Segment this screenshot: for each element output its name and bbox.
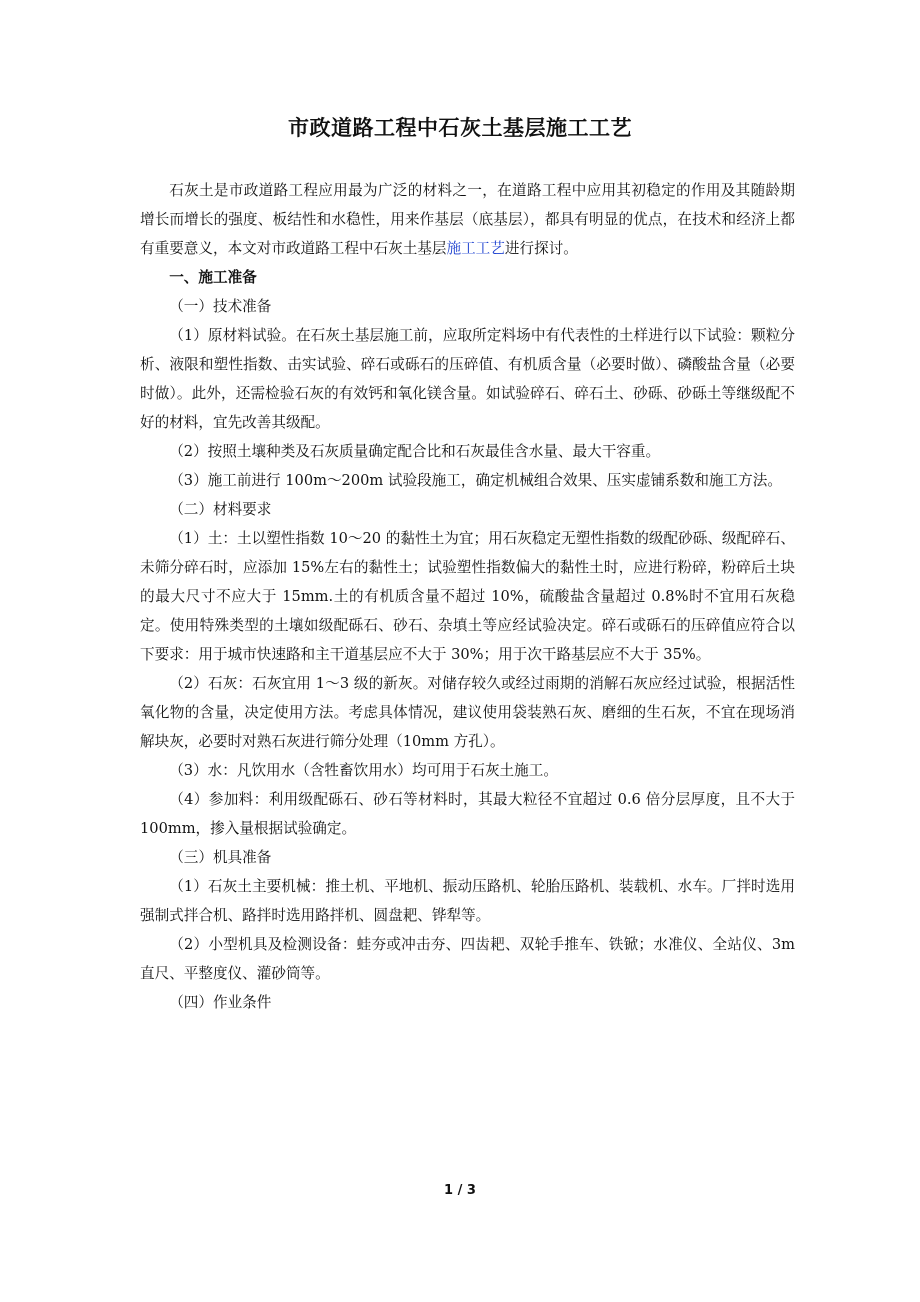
subheading-machinery: （三）机具准备	[169, 849, 272, 866]
paragraph-mat-1: （1）土：土以塑性指数 10～20 的黏性土为宜；用石灰稳定无塑性指数的级配砂砾、级配碎石、未筛分碎石时，应添加 15%左右的黏性土；试验塑性指数偏大的黏性土时，应进行粉碎，粉碎后土块的最大尺寸不应大于 15mm.土的有机质含量不超过 10%，硫酸盐含量超过 0.8%时不宜用石灰稳定。使用特殊类型的土壤如级配砾石、砂石、杂填土等应经试验决定。碎石或砾石的压碎值应符合以下要求：用于城市快速路和主干道基层应不大于 30%；用于次干路基层应不大于 35%。	[140, 530, 795, 663]
document-body	[140, 176, 795, 1017]
document-title: 市政道路工程中石灰土基层施工工艺	[288, 115, 632, 140]
subheading-materials: （二）材料要求	[169, 501, 272, 518]
page-number: 1 / 3	[444, 1183, 476, 1198]
paragraph-tech-3: （3）施工前进行 100m～200m 试验段施工，确定机械组合效果、压实虚铺系数和施工方法。	[169, 472, 782, 489]
intro-paragraph	[140, 176, 795, 263]
construction-process-link[interactable]: 施工工艺	[446, 240, 505, 257]
paragraph-mat-2: （2）石灰：石灰宜用 1～3 级的新灰。对储存较久或经过雨期的消解石灰应经过试验，根据活性氧化物的含量，决定使用方法。考虑具体情况，建议使用袋装熟石灰、磨细的生石灰，不宜在现场消解块灰，必要时对熟石灰进行筛分处理（10mm 方孔）。	[140, 675, 795, 750]
paragraph-mat-3: （3）水：凡饮用水（含牲畜饮用水）均可用于石灰土施工。	[169, 762, 558, 779]
subheading-technical: （一）技术准备	[169, 298, 272, 315]
section-heading-preparation: 一、施工准备	[169, 269, 257, 286]
paragraph-mat-4: （4）参加料：利用级配砾石、砂石等材料时，其最大粒径不宜超过 0.6 倍分层厚度，且不大于 100mm，掺入量根据试验确定。	[140, 791, 795, 837]
paragraph-mach-2: （2）小型机具及检测设备：蛙夯或冲击夯、四齿耙、双轮手推车、铁锨；水准仪、全站仪、3m 直尺、平整度仪、灌砂筒等。	[140, 936, 795, 982]
paragraph-mach-1: （1）石灰土主要机械：推土机、平地机、振动压路机、轮胎压路机、装载机、水车。厂拌时选用强制式拌合机、路拌时选用路拌机、圆盘耙、铧犁等。	[140, 878, 795, 924]
paragraph-tech-1: （1）原材料试验。在石灰土基层施工前，应取所定料场中有代表性的土样进行以下试验：颗粒分析、液限和塑性指数、击实试验、碎石或砾石的压碎值、有机质含量（必要时做）、磷酸盐含量（必要时做）。此外，还需检验石灰的有效钙和氧化镁含量。如试验碎石、碎石土、砂砾、砂砾土等继级配不好的材料，宜先改善其级配。	[140, 327, 795, 431]
intro-text: 石灰土是市政道路工程应用最为广泛的材料之一，在道路工程中应用其初稳定的作用及其随龄期增长而增长的强度、板结性和水稳性，用来作基层（底基层），都具有明显的优点，在技术和经济上都有重要意义，本文对市政道路工程中石灰土基层	[140, 182, 795, 257]
intro-text-end: 进行探讨。	[504, 240, 578, 257]
paragraph-tech-2: （2）按照土壤种类及石灰质量确定配合比和石灰最佳含水量、最大干容重。	[169, 443, 661, 460]
subheading-work-conditions: （四）作业条件	[169, 994, 272, 1011]
